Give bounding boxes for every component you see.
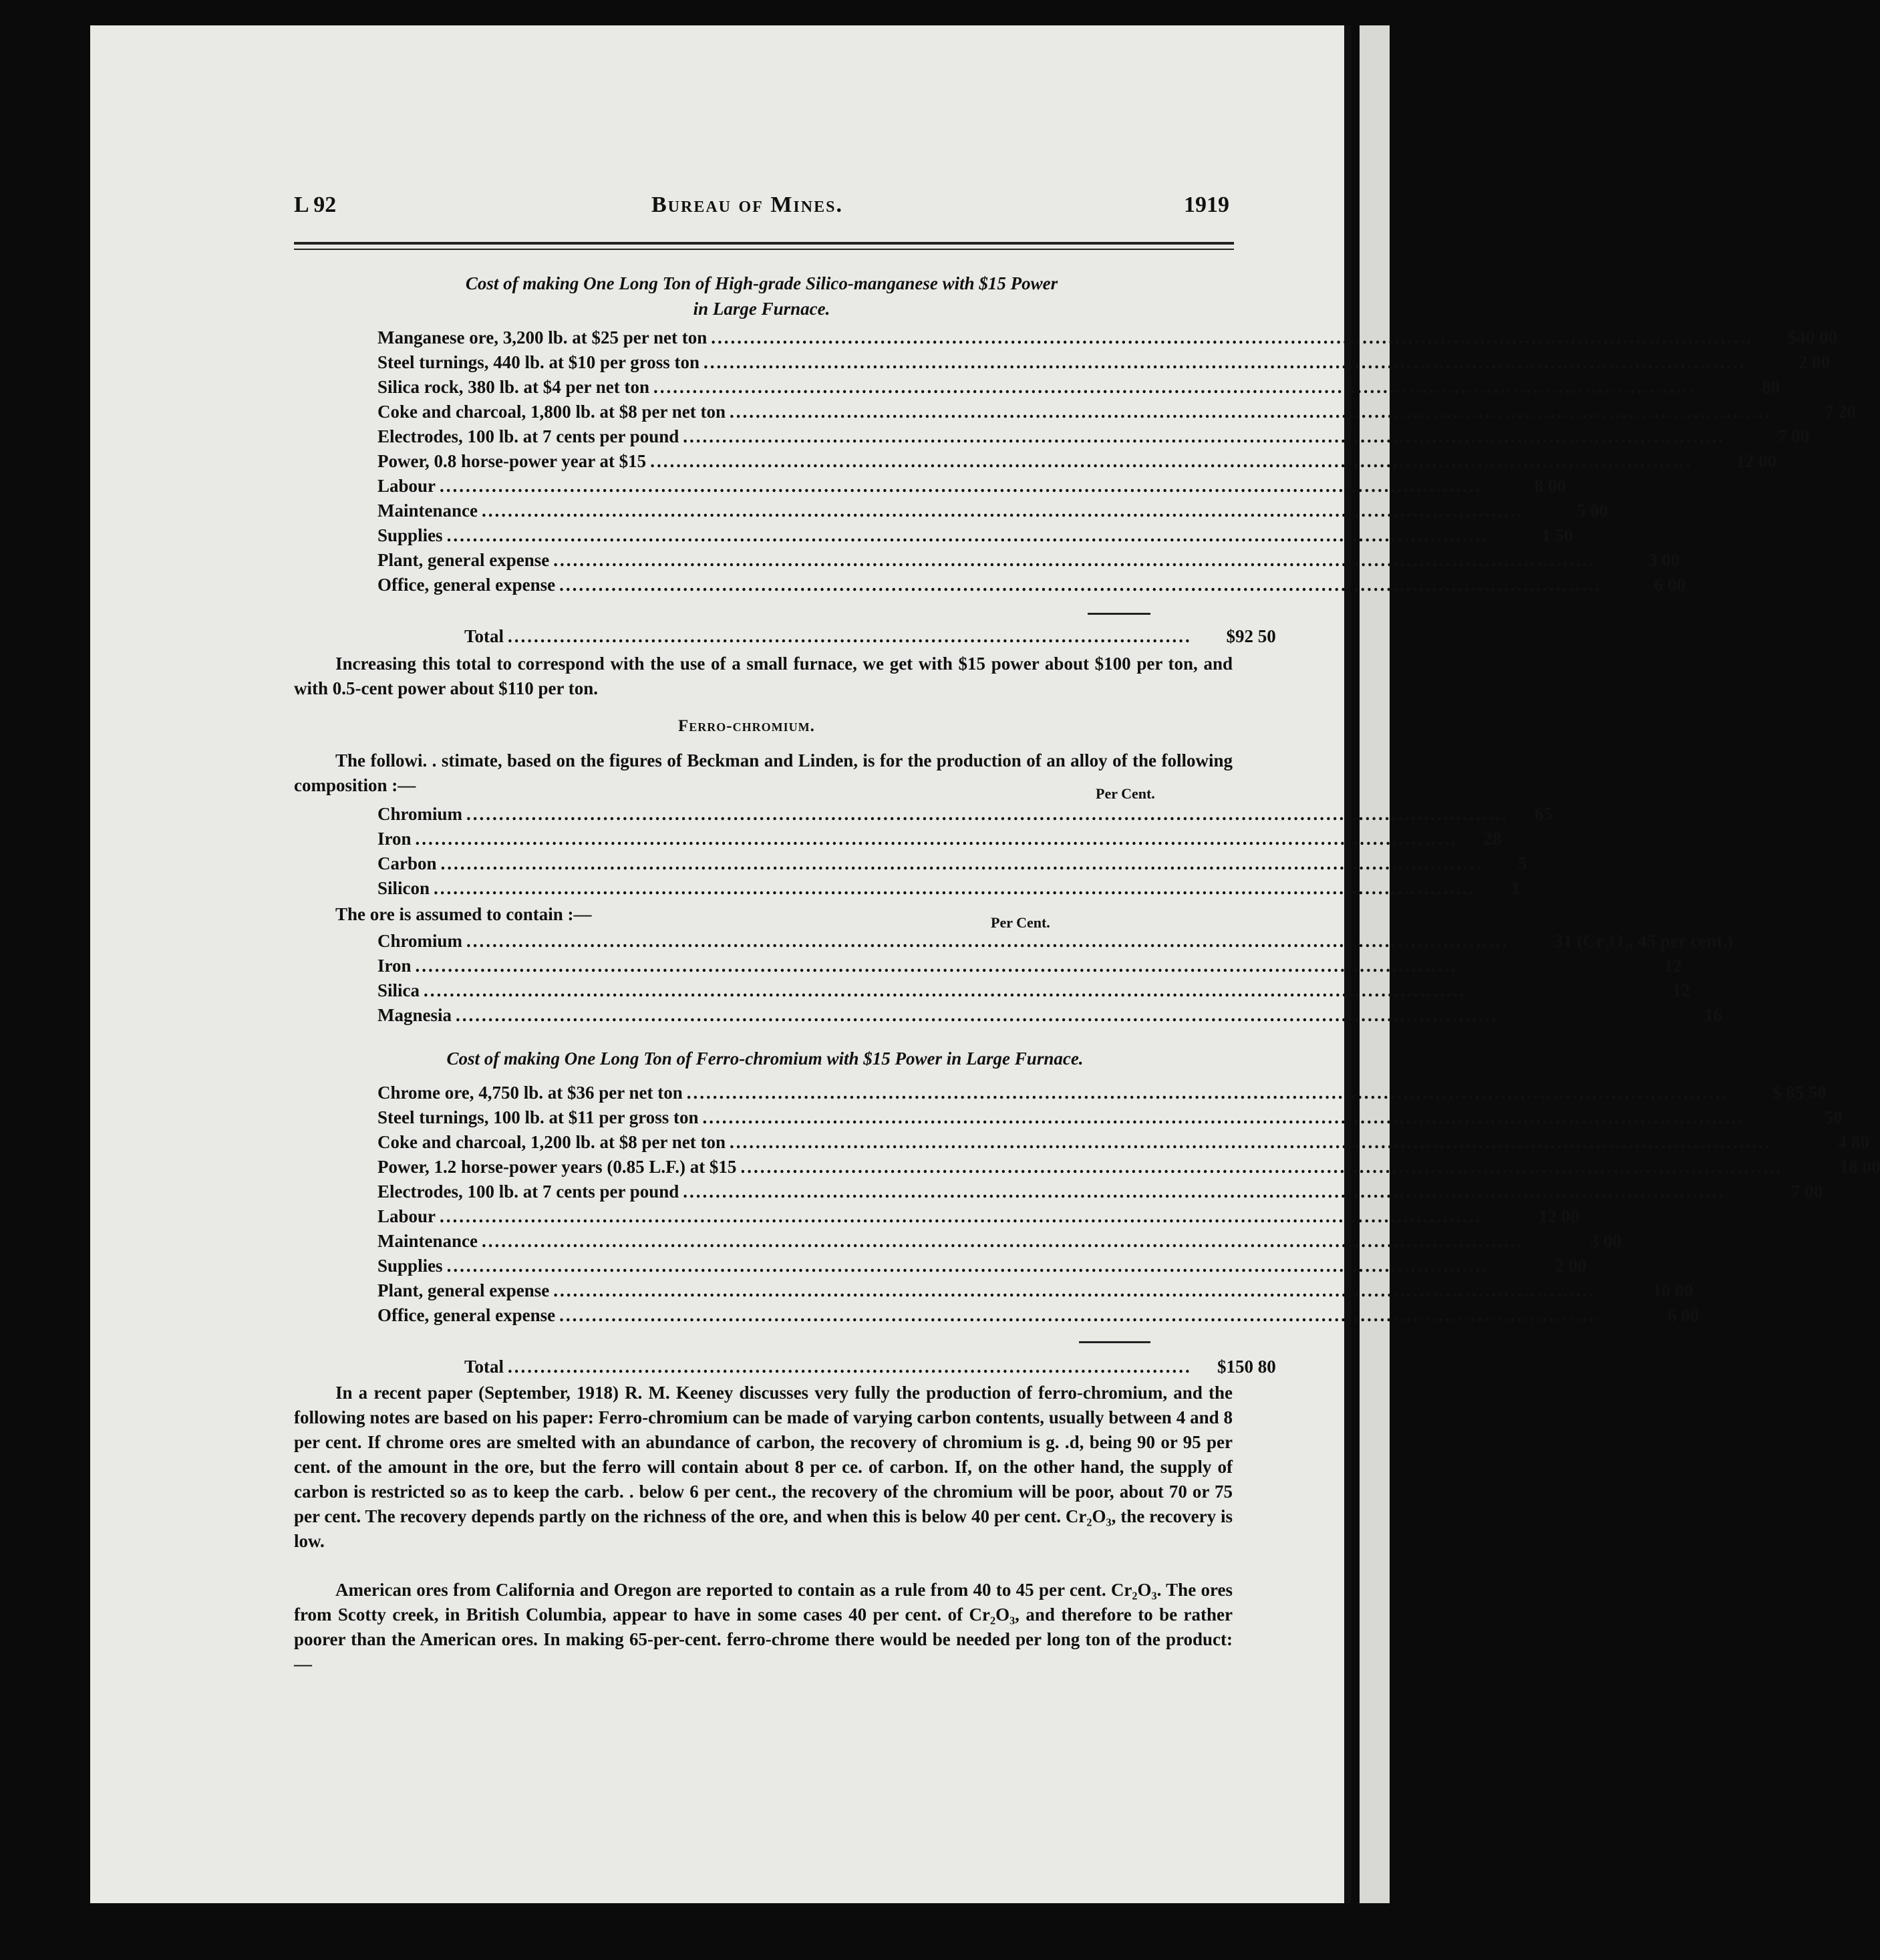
table-row <box>377 575 1686 599</box>
table-row <box>377 878 1521 903</box>
table-row <box>377 402 1857 426</box>
ferrochromium-intro: The followi. . stimate, based on the figures of Beckman and Linden, is for the production of an alloy of the following composition :— <box>294 750 1233 795</box>
leader-dots: ................................................................................................................................................................ <box>740 1157 1783 1177</box>
table-row <box>377 1231 1621 1256</box>
fc-total-value: $150 80 <box>1217 1357 1276 1377</box>
american-ores-paragraph: American ores from California and Oregon are reported to contain as a rule from 40 to 45 per cent. Cr₂O₃. The ores from Scotty creek, in British Columbia, appear to have in some cases 40 per cent. of Cr₂O₃, and therefore to be rather poorer than the American ores. In making 65-per-cent. ferro-chrome there would be needed per long ton of the product:— <box>294 1580 1233 1674</box>
table-row <box>377 501 1608 525</box>
sm-total-label: Total <box>464 626 504 646</box>
row-label: Silica <box>377 980 420 1000</box>
row-value: 6 00 <box>1667 1305 1700 1325</box>
leader-dots: ................................................................................................................................................................ <box>434 878 1476 898</box>
table-row <box>377 931 1734 956</box>
row-label: Carbon <box>377 853 437 873</box>
leader-dots: ................................................................................................................................................................ <box>424 980 1466 1000</box>
row-label: Supplies <box>377 525 443 545</box>
row-label: Office, general expense <box>377 1305 556 1325</box>
row-value: 12 <box>1664 956 1682 976</box>
row-label: Maintenance <box>377 501 478 521</box>
row-value: 3 00 <box>1589 1231 1621 1251</box>
fc-sum-rule <box>1079 1341 1150 1343</box>
leader-dots: ................................................................................................................................................................ <box>702 1107 1745 1127</box>
leader-dots: ................................................................................................................................................................ <box>466 931 1509 951</box>
silicomanganese-caption <box>361 271 1162 321</box>
table-row <box>377 352 1831 377</box>
leader-dots: ................................................................................................................................................................ <box>456 1005 1498 1025</box>
leader-dots: ................................................................................................................................................................ <box>559 1305 1602 1325</box>
row-value: 2 00 <box>1798 352 1831 372</box>
ore-percent-header: Per Cent. <box>991 914 1050 931</box>
table-row <box>377 1181 1823 1206</box>
row-value: 7 00 <box>1791 1181 1823 1202</box>
leader-dots: ................................................................................................................................................................ <box>481 1231 1524 1251</box>
keeney-paragraph: In a recent paper (September, 1918) R. M. Keeney discusses very fully the production of ferro-chromium, and the following notes are based on his paper: Ferro-chromium can be made of varying carbon contents, usually between 4 and 8 per cent. If chrome ores are smelted with an abundance of carbon, the recovery of chromium is g. .d, being 90 or 95 per cent. of the amount in the ore, but the ferro will contain about 8 per ce. of carbon. If, on the other hand, the supply of carbon is restricted so as to keep the carb. . below 6 per cent., the recovery of the chromium will be poor, about 70 or 75 per cent. The recovery depends partly on the richness of the ore, and when this is below 40 per cent. Cr₂O₃, the recovery is low. <box>294 1383 1233 1551</box>
row-label: Labour <box>377 476 436 496</box>
table-row <box>377 426 1810 451</box>
row-label: Iron <box>377 829 412 849</box>
leader-dots: ................................................................................................................................................................ <box>415 956 1458 976</box>
fc-total-row <box>464 1357 1276 1381</box>
row-value: 80 <box>1762 377 1780 397</box>
leader-dots: ................................................................................................................................................................ <box>683 1181 1726 1202</box>
row-value: $ 85 50 <box>1772 1083 1827 1103</box>
row-label: Office, general expense <box>377 575 556 595</box>
leader-dots: ................................................................................................................................................................ <box>703 352 1746 372</box>
leader-dots: ................................................................................................................................................................ <box>683 426 1726 446</box>
table-row <box>377 1005 1722 1030</box>
table-row <box>377 1157 1880 1181</box>
row-value: 28 <box>1483 829 1502 849</box>
row-value: 31 (Cr₂O₃, 45 per cent.) <box>1554 931 1734 951</box>
row-value: 7 00 <box>1778 426 1810 446</box>
alloy-percent-header: Per Cent. <box>1096 785 1155 802</box>
page-year: 1919 <box>1184 192 1229 217</box>
row-value: 1 50 <box>1541 525 1573 545</box>
row-label: Chrome ore, 4,750 lb. at $36 per net ton <box>377 1083 683 1103</box>
row-value: 2 00 <box>1555 1256 1587 1276</box>
sm-total-value: $92 50 <box>1226 626 1276 646</box>
leader-dots: ................................................................................................................................................................ <box>446 1256 1489 1276</box>
row-label: Power, 1.2 horse-power years (0.85 L.F.) at $15 <box>377 1157 737 1177</box>
caption-line-1: Cost of making One Long Ton of High-grade Silico-manganese with $15 Power <box>465 273 1058 293</box>
row-value: 5 <box>1518 853 1527 873</box>
row-value: 4 80 <box>1837 1132 1870 1152</box>
leader-dots: ................................................................................................................................................................ <box>466 804 1509 824</box>
row-value: 50 <box>1824 1107 1843 1127</box>
row-value: 8 00 <box>1534 476 1567 496</box>
row-label: Iron <box>377 956 412 976</box>
table-row <box>377 829 1502 853</box>
row-label: Steel turnings, 100 lb. at $11 per gross ton <box>377 1107 699 1127</box>
row-label: Plant, general expense <box>377 550 550 570</box>
leader-dots: ................................................................................................................................................................ <box>415 829 1458 849</box>
ore-intro: The ore is assumed to contain :— <box>335 904 592 924</box>
row-label: Power, 0.8 horse-power year at $15 <box>377 451 647 471</box>
leader-dots: ................................................................................................................................................................ <box>440 1206 1482 1226</box>
row-value: 5 00 <box>1576 501 1608 521</box>
leader-dots: ................................................................................................................................................................ <box>440 476 1482 496</box>
row-label: Labour <box>377 1206 436 1226</box>
table-row <box>377 1280 1694 1305</box>
row-label: Coke and charcoal, 1,200 lb. at $8 per net ton <box>377 1132 726 1152</box>
row-label: Electrodes, 100 lb. at 7 cents per pound <box>377 1181 679 1202</box>
leader-dots: ................................................................................................................................................................ <box>440 853 1483 873</box>
header-rule-bottom <box>294 249 1234 250</box>
leader-dots: ................................................................................................................................................................ <box>446 525 1489 545</box>
row-label: Plant, general expense <box>377 1280 550 1300</box>
leader-dots: ................................................................................................................................................................ <box>686 1083 1729 1103</box>
row-label: Supplies <box>377 1256 443 1276</box>
leader-dots: ................................................................................................................................................................ <box>711 327 1754 347</box>
table-row <box>377 377 1780 402</box>
table-row <box>377 804 1553 829</box>
row-value: 18 00 <box>1839 1157 1880 1177</box>
row-value: 1 <box>1511 878 1521 898</box>
row-label: Steel turnings, 440 lb. at $10 per gross ton <box>377 352 700 372</box>
row-label: Chromium <box>377 931 463 951</box>
leader-dots: ................................................................................................................................................................ <box>553 1280 1596 1300</box>
header-rule-top <box>294 242 1234 245</box>
leader-dots: ................................................................................................................................................................ <box>730 402 1772 422</box>
row-value: 12 00 <box>1736 451 1777 471</box>
row-label: Magnesia <box>377 1005 452 1025</box>
row-label: Coke and charcoal, 1,800 lb. at $8 per net ton <box>377 402 726 422</box>
row-value: 12 <box>1672 980 1691 1000</box>
row-value: 10 00 <box>1652 1280 1694 1300</box>
row-value: 6 00 <box>1654 575 1686 595</box>
table-row <box>377 451 1777 476</box>
row-label: Manganese ore, 3,200 lb. at $25 per net ton <box>377 327 708 347</box>
leader-dots: ......................................................................................................... <box>508 626 1192 646</box>
leader-dots: ................................................................................................................................................................ <box>650 451 1693 471</box>
table-row <box>377 853 1527 878</box>
row-label: Silica rock, 380 lb. at $4 per net ton <box>377 377 650 397</box>
section-title-ferrochromium: Ferro-chromium. <box>678 717 815 735</box>
row-label: Silicon <box>377 878 430 898</box>
row-value: 3 00 <box>1648 550 1680 570</box>
table-row <box>377 1256 1587 1280</box>
row-value: $40 00 <box>1787 327 1838 347</box>
sm-sum-rule <box>1088 613 1150 615</box>
running-title: Bureau of Mines. <box>651 192 843 217</box>
table-row <box>377 956 1682 980</box>
table-row <box>377 1206 1580 1231</box>
table-row <box>377 980 1691 1005</box>
row-value: 65 <box>1535 804 1553 824</box>
caption-line-2: in Large Furnace. <box>693 299 830 319</box>
leader-dots: ................................................................................................................................................................ <box>553 550 1596 570</box>
leader-dots: ................................................................................................................................................................ <box>481 501 1524 521</box>
row-value: 12 00 <box>1539 1206 1580 1226</box>
leader-dots: ................................................................................................................................................................ <box>730 1132 1772 1152</box>
fc-total-label: Total <box>464 1357 504 1377</box>
leader-dots: ......................................................................................................... <box>508 1357 1192 1377</box>
table-row <box>377 476 1567 501</box>
silicomanganese-note: Increasing this total to correspond with the use of a small furnace, we get with $15 power about $100 per ton, and with 0.5-cent power about $110 per ton. <box>294 654 1233 698</box>
ferrochromium-caption: Cost of making One Long Ton of Ferro-chromium with $15 Power in Large Furnace. <box>446 1048 1084 1069</box>
row-value: 16 <box>1704 1005 1722 1025</box>
leader-dots: ................................................................................................................................................................ <box>653 377 1696 397</box>
table-row <box>377 550 1680 575</box>
table-row <box>377 525 1573 550</box>
row-value: 7 20 <box>1824 402 1857 422</box>
table-row <box>377 327 1838 352</box>
row-label: Chromium <box>377 804 463 824</box>
sm-total-row <box>464 626 1276 651</box>
table-row <box>377 1107 1843 1132</box>
row-label: Maintenance <box>377 1231 478 1251</box>
table-row <box>377 1305 1700 1330</box>
table-row <box>377 1132 1870 1157</box>
leader-dots: ................................................................................................................................................................ <box>559 575 1602 595</box>
table-row <box>377 1083 1827 1107</box>
row-label: Electrodes, 100 lb. at 7 cents per pound <box>377 426 679 446</box>
page-number: L 92 <box>294 192 337 217</box>
